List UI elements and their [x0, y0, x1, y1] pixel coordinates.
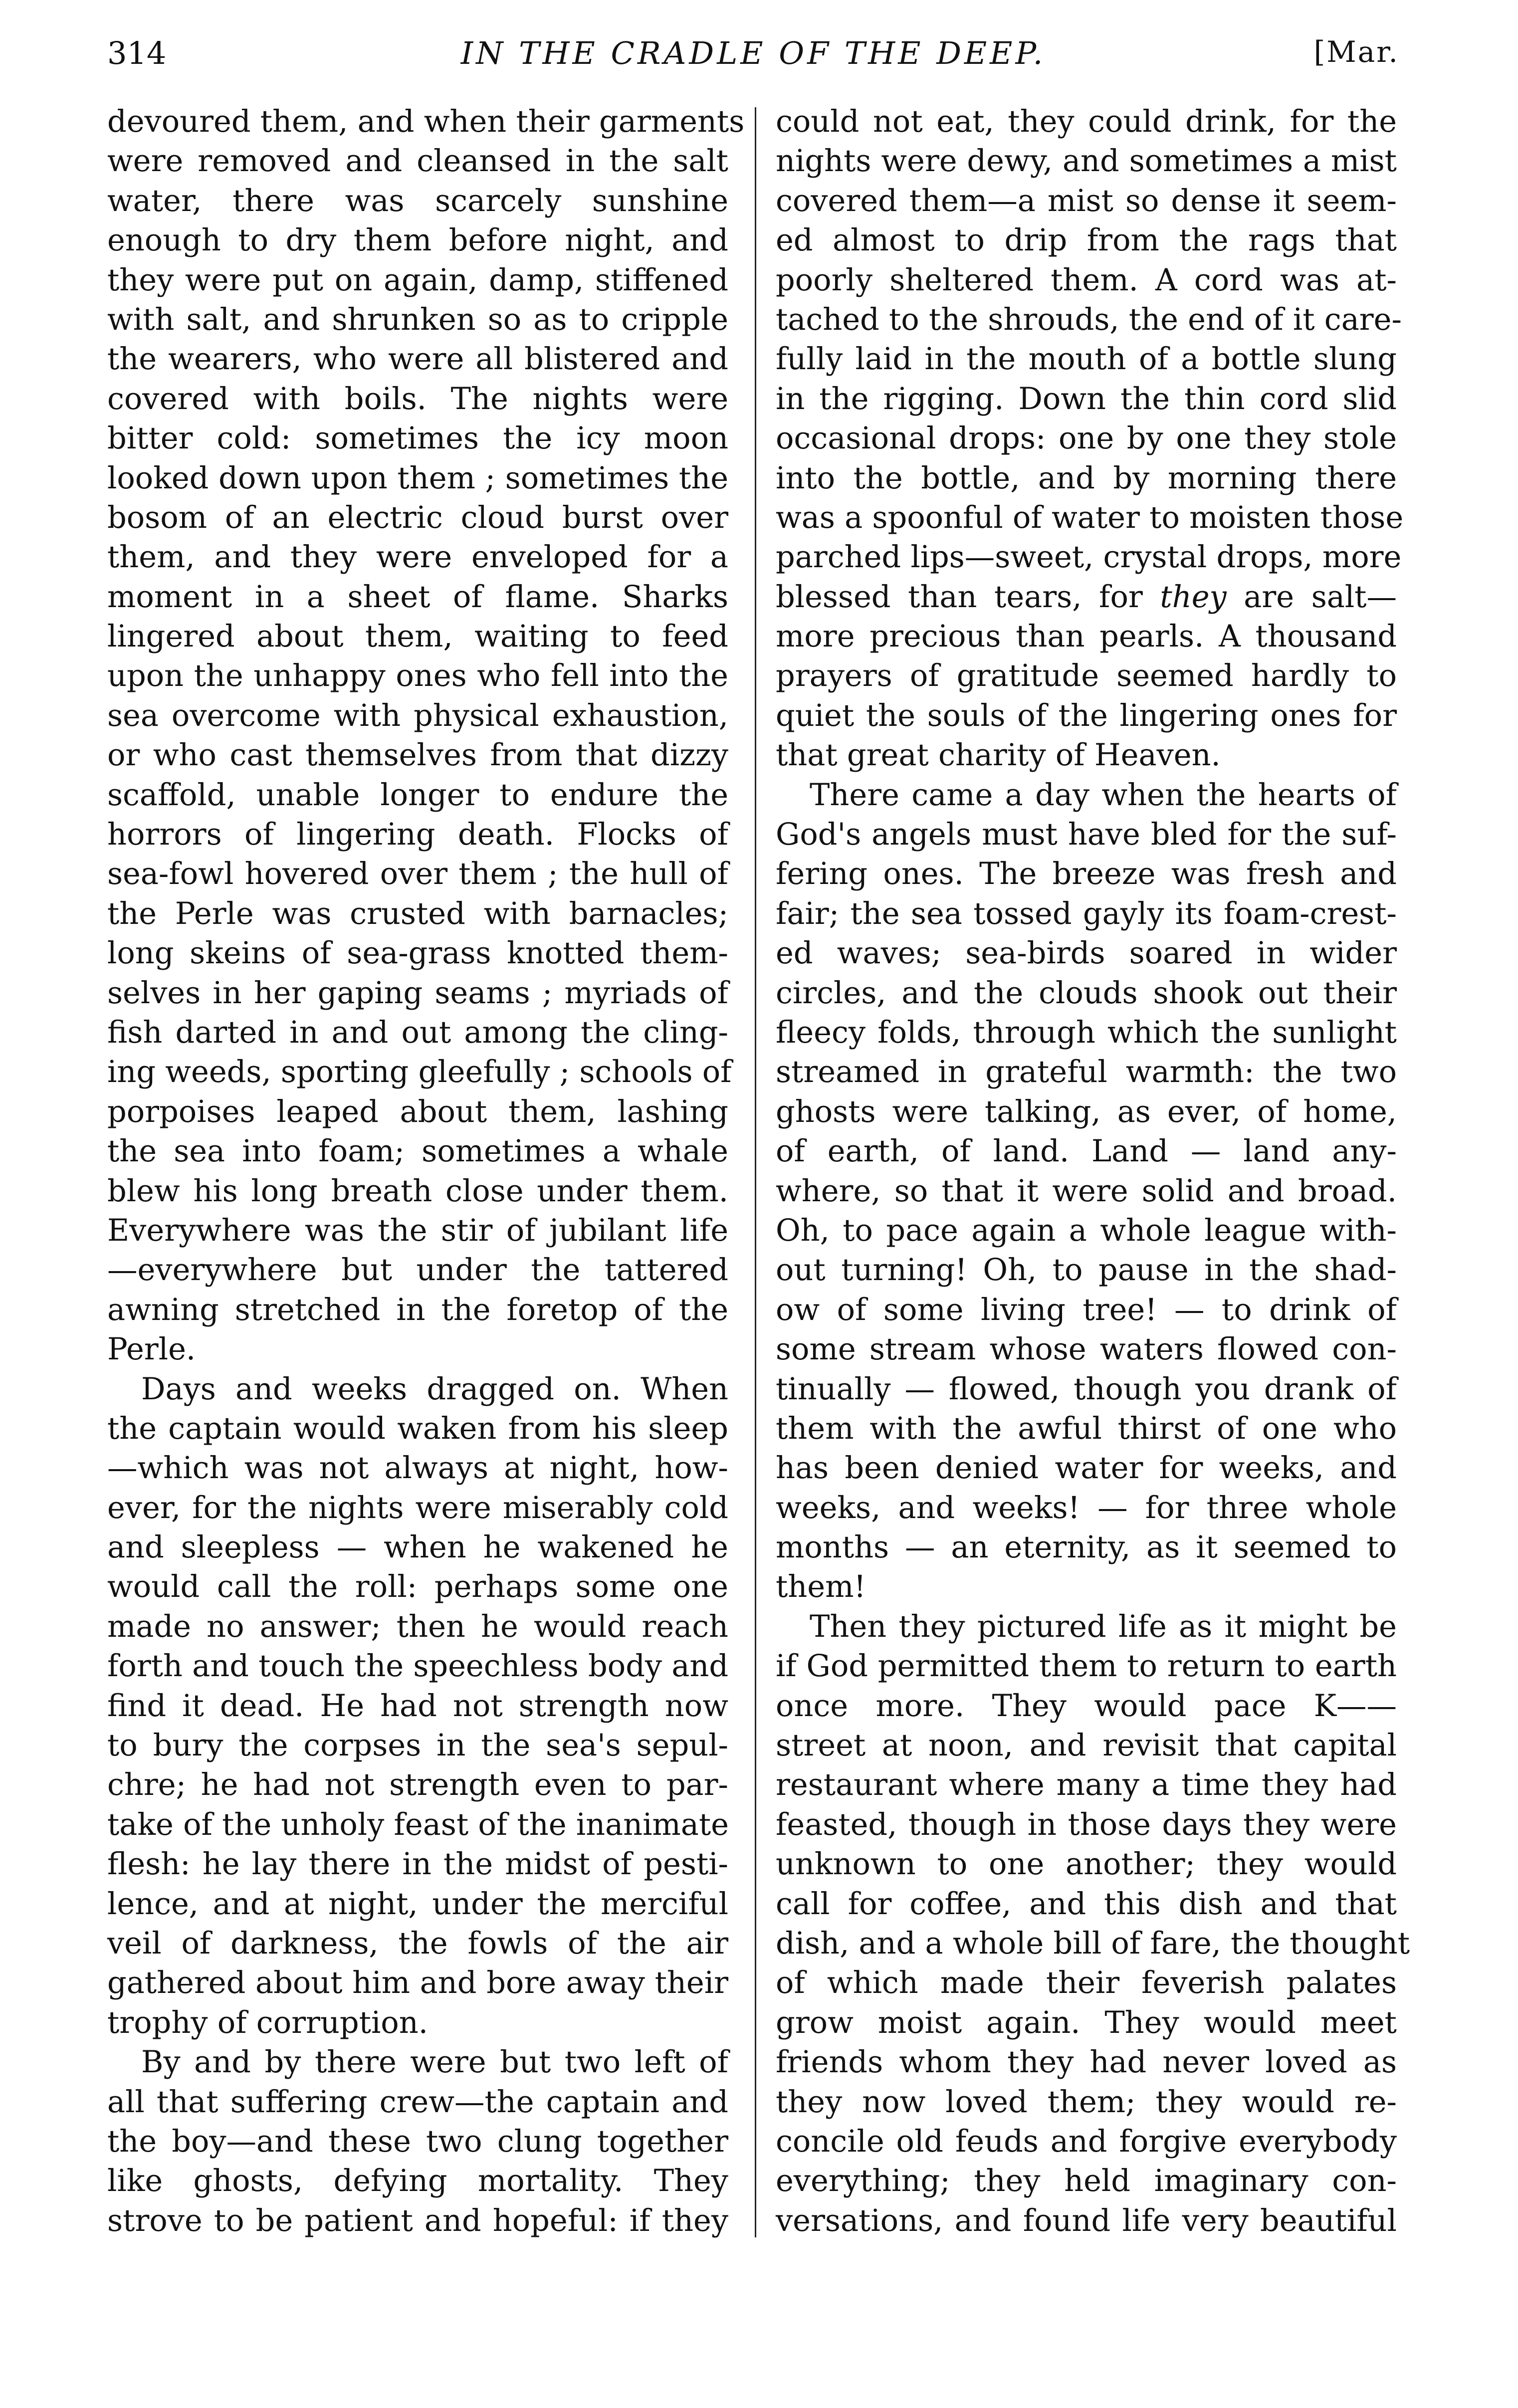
- right-text-column: [776, 102, 1410, 2241]
- text-line: nights were dewy, and sometimes a mist: [776, 144, 1397, 179]
- text-line: poorly sheltered them. A cord was at-: [776, 262, 1397, 298]
- text-line: circles, and the clouds shook out their: [776, 975, 1397, 1011]
- text-line: ever, for the nights were miserably cold: [107, 1490, 728, 1526]
- text-line: like ghosts, defying mortality. They: [107, 2164, 728, 2199]
- text-line: or who cast themselves from that dizzy: [107, 738, 728, 773]
- text-line: of which made their feverish palates: [776, 1966, 1397, 2001]
- text-line: of earth, of land. Land — land any-: [776, 1134, 1397, 1169]
- text-line: weeks, and weeks! — for three whole: [776, 1490, 1397, 1526]
- text-line: all that suffering crew—the captain and: [107, 2084, 728, 2120]
- text-line: them with the awful thirst of one who: [776, 1411, 1397, 1446]
- text-line: that great charity of Heaven.: [776, 738, 1221, 773]
- text-line: fering ones. The breeze was fresh and: [776, 857, 1397, 892]
- text-line: blew his long breath close under them.: [107, 1173, 728, 1209]
- text-line: they now loved them; they would re-: [776, 2084, 1397, 2120]
- text-line: blessed than tears, for they are salt—: [776, 579, 1397, 615]
- text-line: Days and weeks dragged on. When: [141, 1371, 728, 1407]
- text-line: By and by there were but two left of: [141, 2045, 728, 2080]
- text-line: could not eat, they could drink, for the: [776, 104, 1397, 139]
- text-line: months — an eternity, as it seemed to: [776, 1530, 1397, 1565]
- text-line: was a spoonful of water to moisten those: [776, 500, 1404, 535]
- text-line: to bury the corpses in the sea's sepul-: [107, 1728, 728, 1763]
- text-line: unknown to one another; they would: [776, 1847, 1397, 1882]
- text-line: would call the roll: perhaps some one: [107, 1569, 728, 1605]
- text-line: covered with boils. The nights were: [107, 381, 728, 417]
- text-line: dish, and a whole bill of fare, the thought: [776, 1926, 1410, 1961]
- text-line: restaurant where many a time they had: [776, 1767, 1397, 1803]
- text-line: Everywhere was the stir of jubilant life: [107, 1213, 728, 1248]
- text-line: the Perle was crusted with barnacles;: [107, 896, 728, 931]
- text-line: Then they pictured life as it might be: [810, 1609, 1397, 1644]
- text-line: with salt, and shrunken so as to cripple: [107, 302, 728, 337]
- text-line: fish darted in and out among the cling-: [107, 1015, 728, 1050]
- text-line: scaffold, unable longer to endure the: [107, 777, 728, 813]
- text-line: versations, and found life very beautiful: [776, 2203, 1397, 2238]
- text-line: friends whom they had never loved as: [776, 2045, 1397, 2080]
- text-line: selves in her gaping seams ; myriads of: [107, 975, 728, 1011]
- text-line: everything; they held imaginary con-: [776, 2164, 1397, 2199]
- text-line: sea-fowl hovered over them ; the hull of: [107, 857, 728, 892]
- text-line: forth and touch the speechless body and: [107, 1649, 729, 1684]
- text-line: concile old feuds and forgive everybody: [776, 2124, 1397, 2159]
- text-line: were removed and cleansed in the salt: [107, 144, 728, 179]
- text-line: if God permitted them to return to earth: [776, 1649, 1397, 1684]
- text-line: the wearers, who were all blistered and: [107, 342, 728, 377]
- text-line: the captain would waken from his sleep: [107, 1411, 728, 1446]
- text-line: once more. They would pace K——: [776, 1688, 1397, 1724]
- text-line: ing weeds, sporting gleefully ; schools of: [107, 1055, 732, 1090]
- text-line: tinually — flowed, though you drank of: [776, 1371, 1397, 1407]
- text-line: —everywhere but under the tattered: [107, 1253, 728, 1288]
- column-divider: [755, 107, 756, 2237]
- text-line: occasional drops: one by one they stole: [776, 421, 1397, 456]
- text-line: parched lips—sweet, crystal drops, more: [776, 540, 1402, 575]
- text-line: devoured them, and when their garments: [107, 104, 745, 139]
- text-line: chre; he had not strength even to par-: [107, 1767, 728, 1803]
- text-line: Perle.: [107, 1332, 196, 1367]
- text-line: water, there was scarcely sunshine: [107, 183, 728, 219]
- text-line: looked down upon them ; sometimes the: [107, 460, 728, 496]
- text-line: upon the unhappy ones who fell into the: [107, 658, 728, 694]
- text-line: find it dead. He had not strength now: [107, 1688, 728, 1724]
- text-line: long skeins of sea-grass knotted them-: [107, 936, 728, 971]
- text-line: trophy of corruption.: [107, 2005, 428, 2040]
- text-line: more precious than pearls. A thousand: [776, 619, 1397, 655]
- text-line: call for coffee, and this dish and that: [776, 1886, 1397, 1922]
- text-line: them, and they were enveloped for a: [107, 540, 728, 575]
- text-line: made no answer; then he would reach: [107, 1609, 728, 1644]
- text-line: horrors of lingering death. Flocks of: [107, 817, 728, 853]
- text-line: ghosts were talking, as ever, of home,: [776, 1094, 1397, 1129]
- section-mark: [Mar.: [1313, 35, 1399, 69]
- text-line: God's angels must have bled for the suf-: [776, 817, 1397, 853]
- text-line: street at noon, and revisit that capital: [776, 1728, 1397, 1763]
- text-line: in the rigging. Down the thin cord slid: [776, 381, 1397, 417]
- text-line: ed waves; sea-birds soared in wider: [776, 936, 1397, 971]
- text-line: bitter cold: sometimes the icy moon: [107, 421, 728, 456]
- text-line: the boy—and these two clung together: [107, 2124, 728, 2159]
- text-line: veil of darkness, the fowls of the air: [107, 1926, 728, 1961]
- running-title: IN THE CRADLE OF THE DEEP.: [460, 35, 1046, 71]
- text-line: take of the unholy feast of the inanimate: [107, 1807, 729, 1842]
- text-line: ow of some living tree! — to drink of: [776, 1292, 1397, 1327]
- text-line: out turning! Oh, to pause in the shad-: [776, 1253, 1397, 1288]
- text-line: tached to the shrouds, the end of it care-: [776, 302, 1402, 337]
- text-line: fair; the sea tossed gayly its foam-crest-: [776, 896, 1397, 931]
- text-line: bosom of an electric cloud burst over: [107, 500, 728, 535]
- text-line: gathered about him and bore away their: [107, 1966, 728, 2001]
- text-line: porpoises leaped about them, lashing: [107, 1094, 728, 1129]
- text-line: they were put on again, damp, stiffened: [107, 262, 728, 298]
- text-line: and sleepless — when he wakened he: [107, 1530, 728, 1565]
- text-line: quiet the souls of the lingering ones for: [776, 698, 1397, 733]
- text-line: —which was not always at night, how-: [107, 1451, 728, 1486]
- page-header: [107, 35, 1399, 90]
- text-line: ed almost to drip from the rags that: [776, 223, 1397, 258]
- text-line: where, so that it were solid and broad.: [776, 1173, 1397, 1209]
- text-line: grow moist again. They would meet: [776, 2005, 1397, 2040]
- text-line: strove to be patient and hopeful: if they: [107, 2203, 728, 2238]
- text-line: has been denied water for weeks, and: [776, 1451, 1397, 1486]
- text-line: fleecy folds, through which the sunlight: [776, 1015, 1397, 1050]
- text-line: covered them—a mist so dense it seem-: [776, 183, 1397, 219]
- text-line: feasted, though in those days they were: [776, 1807, 1397, 1842]
- text-line: Oh, to pace again a whole league with-: [776, 1213, 1397, 1248]
- text-line: prayers of gratitude seemed hardly to: [776, 658, 1397, 694]
- text-line: lence, and at night, under the merciful: [107, 1886, 728, 1922]
- text-line: into the bottle, and by morning there: [776, 460, 1397, 496]
- left-text-column: [107, 102, 745, 2241]
- text-line: lingered about them, waiting to feed: [107, 619, 728, 655]
- text-line: some stream whose waters flowed con-: [776, 1332, 1397, 1367]
- text-line: the sea into foam; sometimes a whale: [107, 1134, 728, 1169]
- page-number: 314: [107, 35, 167, 71]
- text-line: them!: [776, 1569, 866, 1605]
- text-line: There came a day when the hearts of: [810, 777, 1397, 813]
- text-line: moment in a sheet of flame. Sharks: [107, 579, 728, 615]
- text-line: sea overcome with physical exhaustion,: [107, 698, 728, 733]
- text-line: awning stretched in the foretop of the: [107, 1292, 728, 1327]
- text-line: flesh: he lay there in the midst of pesti-: [107, 1847, 728, 1882]
- text-line: enough to dry them before night, and: [107, 223, 728, 258]
- text-line: streamed in grateful warmth: the two: [776, 1055, 1397, 1090]
- text-line: fully laid in the mouth of a bottle slung: [776, 342, 1397, 377]
